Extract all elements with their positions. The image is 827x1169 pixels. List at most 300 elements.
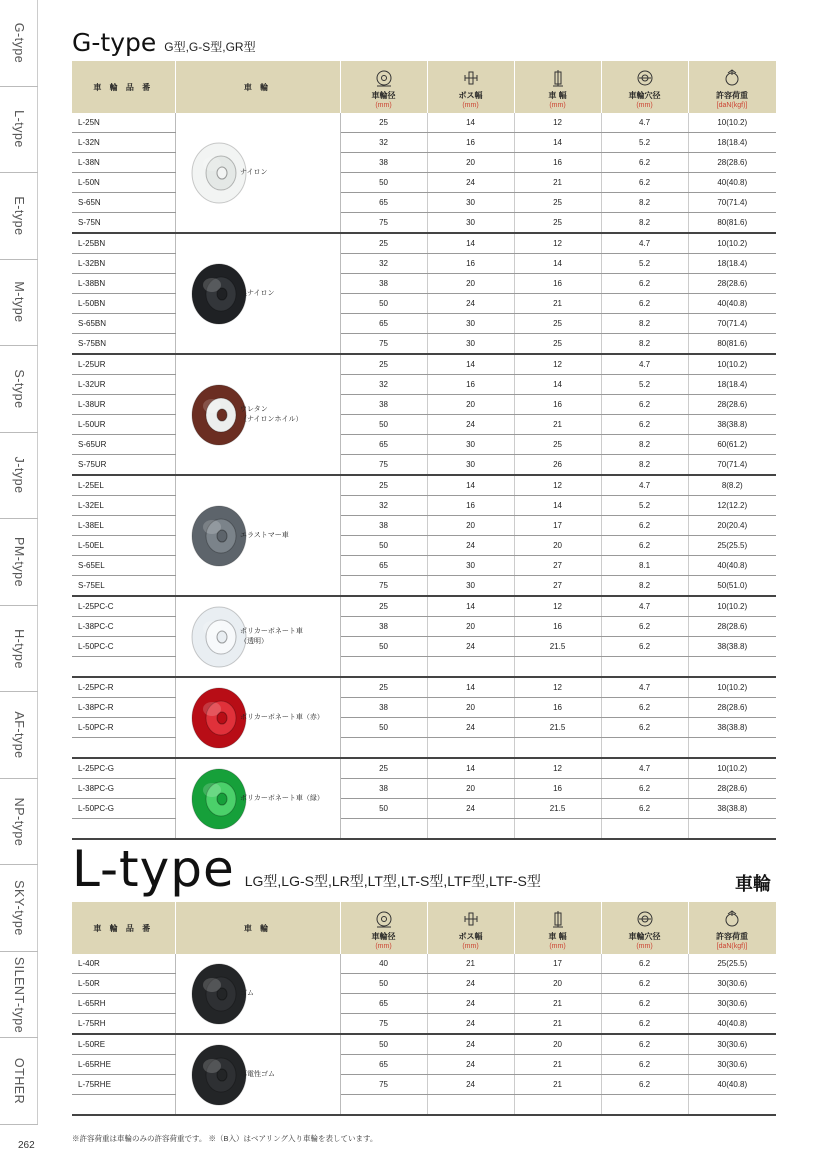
wheel-width-value: 20 [514,536,601,556]
table-row [72,233,776,254]
load-value: 10(10.2) [688,677,776,698]
boss-width-value: 20 [427,698,514,718]
product-code: L-25PC-G [72,758,175,779]
load-value [688,657,776,678]
nav-tab-np-type[interactable] [0,779,38,866]
boss-width-value: 14 [427,354,514,375]
diameter-value: 25 [340,113,427,133]
diameter-value: 75 [340,1075,427,1095]
product-code: L-25N [72,113,175,133]
nav-tab-g-type[interactable] [0,0,38,87]
wheel-width-value [514,819,601,840]
load-value: 28(28.6) [688,153,776,173]
boss-width-value: 30 [427,334,514,355]
load-value: 30(30.6) [688,994,776,1014]
diameter-value: 32 [340,375,427,395]
g-type-heading: G-type [72,28,157,57]
boss-width-value: 21 [427,954,514,974]
bore-value: 4.7 [601,233,688,254]
bore-column-label: 車輪穴径 [628,932,661,941]
boss-width-value: 30 [427,193,514,213]
diameter-value: 38 [340,516,427,536]
diameter-value: 40 [340,954,427,974]
boss-width-value: 20 [427,274,514,294]
width-column-label: 車 幅 [548,91,567,100]
product-code: L-32BN [72,254,175,274]
diameter-value [340,657,427,678]
load-value: 40(40.8) [688,294,776,314]
load-column-label: 許容荷重 [716,932,749,941]
diameter-value: 50 [340,173,427,193]
material-line: エラストマー車 [240,531,289,539]
page-number: 262 [18,1140,35,1151]
diameter-value [340,1095,427,1116]
bore-value: 4.7 [601,758,688,779]
product-code: L-50PC-R [72,718,175,738]
load-value: 18(18.4) [688,133,776,153]
diameter-value: 25 [340,677,427,698]
product-code: L-38PC-G [72,779,175,799]
boss-width-value: 24 [427,1055,514,1075]
material-line: ウレタン [240,405,268,413]
boss-width-value: 24 [427,799,514,819]
load-value: 38(38.8) [688,718,776,738]
product-code: S-65N [72,193,175,213]
nav-tab-af-type[interactable] [0,692,38,779]
boss-width-value: 14 [427,475,514,496]
boss-width-value: 14 [427,677,514,698]
boss-width-value: 30 [427,576,514,597]
bore-value: 6.2 [601,1034,688,1055]
diameter-value: 50 [340,974,427,994]
diameter-value: 38 [340,395,427,415]
nav-tab-sky-type[interactable] [0,865,38,952]
wheel-diameter-icon [341,910,427,929]
boss-width-value: 24 [427,637,514,657]
boss-width-value: 24 [427,1034,514,1055]
wheel-width-value: 16 [514,698,601,718]
header-row [72,902,776,954]
wheel-material [238,354,340,475]
nav-tab-j-type[interactable] [0,433,38,520]
product-code: L-50N [72,173,175,193]
l-type-section-title [72,840,541,898]
bore-value: 6.2 [601,718,688,738]
load-value: 12(12.2) [688,496,776,516]
diameter-column-header [340,61,427,113]
wheel-image [175,677,238,758]
bore-value: 6.2 [601,698,688,718]
diameter-value: 25 [340,354,427,375]
wheel-width-value: 14 [514,254,601,274]
product-code: L-25BN [72,233,175,254]
wheel-width-value: 16 [514,153,601,173]
diameter-value: 50 [340,799,427,819]
bore-value: 8.2 [601,435,688,455]
diameter-value: 65 [340,994,427,1014]
load-value: 10(10.2) [688,758,776,779]
wheel-width-value: 27 [514,556,601,576]
diameter-value: 75 [340,213,427,234]
table-row [72,475,776,496]
boss-width-value: 30 [427,455,514,476]
table-row [72,954,776,974]
header-row [72,61,776,113]
boss-width-value: 16 [427,254,514,274]
wheel-width-value: 21 [514,1075,601,1095]
boss-width-value: 20 [427,395,514,415]
bore-value: 5.2 [601,375,688,395]
wheel-column-header: 車 輪 [175,902,340,954]
wheel-width-value: 17 [514,516,601,536]
wheel-image [175,354,238,475]
bore-value: 5.2 [601,133,688,153]
bore-value: 4.7 [601,113,688,133]
material-line: ポリカーボネート車（赤） [240,713,324,721]
wheel-width-value: 21 [514,994,601,1014]
bore-diameter-icon [602,910,688,929]
product-code: L-50BN [72,294,175,314]
product-code: L-38PC-R [72,698,175,718]
load-column-unit: [daN(kgf)] [716,943,748,950]
wheel-width-value: 21 [514,1014,601,1035]
diameter-value: 65 [340,556,427,576]
side-navigation [0,0,38,1125]
wheel-material [238,677,340,758]
load-value [688,1095,776,1116]
boss-width-value: 24 [427,974,514,994]
bore-column-label: 車輪穴径 [628,91,661,100]
boss-width-icon [428,69,514,88]
bore-value: 6.2 [601,415,688,435]
bore-value: 6.2 [601,274,688,294]
diameter-value: 38 [340,153,427,173]
width-column-header [514,902,601,954]
width-column-unit: (mm) [549,943,566,950]
product-code [72,1095,175,1116]
wheel-width-value: 21 [514,294,601,314]
bore-value: 8.2 [601,213,688,234]
product-code: L-40R [72,954,175,974]
diameter-value: 65 [340,314,427,334]
bore-column-header [601,61,688,113]
bore-value: 6.2 [601,173,688,193]
diameter-value: 38 [340,698,427,718]
wheel-width-value: 16 [514,274,601,294]
load-value: 70(71.4) [688,314,776,334]
wheel-width-value: 12 [514,758,601,779]
diameter-value: 75 [340,455,427,476]
product-code: L-38UR [72,395,175,415]
diameter-value: 32 [340,254,427,274]
product-code [72,657,175,678]
bore-value: 5.2 [601,496,688,516]
boss-width-value: 14 [427,233,514,254]
bore-column-header [601,902,688,954]
boss-column-header [427,902,514,954]
boss-column-unit: (mm) [462,943,479,950]
nav-tab-pm-type[interactable] [0,519,38,606]
wheel-width-value: 21.5 [514,799,601,819]
nav-tab-label: OTHER [12,1058,26,1105]
wheel-image [175,113,238,233]
material-line: （ナイロンホイル） [240,415,303,423]
wheel-width-value: 14 [514,375,601,395]
load-value: 18(18.4) [688,375,776,395]
boss-width-value: 30 [427,556,514,576]
material-line: ポリカーボネート車 [240,627,303,635]
bore-value: 6.2 [601,153,688,173]
nav-tab-e-type[interactable] [0,173,38,260]
wheel-width-value: 21 [514,1055,601,1075]
product-code: L-50EL [72,536,175,556]
code-column-header: 車 輪 品 番 [72,902,175,954]
product-code: L-38N [72,153,175,173]
load-value: 40(40.8) [688,1075,776,1095]
wheel-width-value: 17 [514,954,601,974]
bore-value: 4.7 [601,677,688,698]
diameter-value: 50 [340,1034,427,1055]
wheel-width-value: 14 [514,133,601,153]
load-value: 50(51.0) [688,576,776,597]
table-row [72,354,776,375]
bore-value [601,819,688,840]
diameter-column-label: 車輪径 [371,932,396,941]
wheel-width-value: 25 [514,334,601,355]
wheel-image [175,1034,238,1115]
boss-width-value: 24 [427,536,514,556]
boss-width-value [427,819,514,840]
wheel-width-value: 25 [514,193,601,213]
product-code: S-75UR [72,455,175,476]
product-code: S-75EL [72,576,175,597]
bore-value: 6.2 [601,294,688,314]
bore-column-unit: (mm) [636,102,653,109]
load-icon [689,69,776,88]
material-line: ナイロン [240,168,268,176]
load-value: 40(40.8) [688,173,776,193]
wheel-width-value: 16 [514,395,601,415]
product-code: S-65BN [72,314,175,334]
diameter-column-label: 車輪径 [371,91,396,100]
bore-value: 6.2 [601,1014,688,1035]
load-value: 70(71.4) [688,455,776,476]
wheel-width-value: 12 [514,677,601,698]
diameter-value [340,738,427,759]
wheel-width-value: 16 [514,779,601,799]
diameter-value [340,819,427,840]
bore-value: 8.1 [601,556,688,576]
diameter-value: 50 [340,415,427,435]
l-table-header [72,902,776,954]
g-type-spec-table [72,61,777,840]
load-value: 38(38.8) [688,637,776,657]
diameter-value: 38 [340,274,427,294]
boss-width-value: 20 [427,516,514,536]
diameter-value: 75 [340,1014,427,1035]
material-line: 黒ナイロン [240,289,275,297]
g-type-subheading: G型,G-S型,GR型 [164,40,256,54]
wheel-width-value: 21 [514,173,601,193]
boss-width-value: 24 [427,415,514,435]
diameter-value: 25 [340,596,427,617]
load-value: 80(81.6) [688,334,776,355]
bore-value [601,738,688,759]
bore-value: 6.2 [601,1075,688,1095]
boss-width-value: 16 [427,375,514,395]
boss-column-unit: (mm) [462,102,479,109]
diameter-value: 65 [340,1055,427,1075]
nav-tab-s-type[interactable] [0,346,38,433]
l-type-spec-table [72,902,777,1116]
diameter-value: 32 [340,133,427,153]
load-value: 28(28.6) [688,779,776,799]
bore-value: 6.2 [601,799,688,819]
material-line: 導電性ゴム [240,1070,275,1078]
nav-tab-label: J-type [12,456,26,494]
bore-value: 4.7 [601,475,688,496]
product-code: S-65EL [72,556,175,576]
wheel-width-icon [515,69,601,88]
width-column-unit: (mm) [549,102,566,109]
boss-width-value: 24 [427,718,514,738]
wheel-width-value: 25 [514,213,601,234]
boss-width-icon [428,910,514,929]
diameter-value: 38 [340,617,427,637]
product-code: S-75N [72,213,175,234]
wheel-width-value: 12 [514,596,601,617]
load-value: 10(10.2) [688,233,776,254]
nav-tab-label: E-type [12,196,26,236]
boss-width-value: 20 [427,617,514,637]
l-table-body [72,954,776,1115]
boss-width-value: 20 [427,153,514,173]
diameter-value: 32 [340,496,427,516]
diameter-value: 25 [340,475,427,496]
nav-tab-h-type[interactable] [0,606,38,693]
table-row [72,113,776,133]
wheel-image [175,758,238,839]
bore-value: 6.2 [601,516,688,536]
load-value: 40(40.8) [688,1014,776,1035]
product-code: L-25EL [72,475,175,496]
wheel-image [175,596,238,677]
diameter-value: 25 [340,758,427,779]
diameter-value: 38 [340,779,427,799]
wheel-width-value: 12 [514,113,601,133]
footnote: ※許容荷重は車輪のみの許容荷重です。 ※（B入）はベアリング入り車輪を表しています。 [72,1134,378,1143]
bore-value: 6.2 [601,1055,688,1075]
wheel-image [175,233,238,354]
wheel-width-value: 27 [514,576,601,597]
wheel-width-value [514,1095,601,1116]
wheel-material [238,954,340,1034]
wheel-width-icon [515,910,601,929]
wheel-image [175,475,238,596]
load-icon [689,910,776,929]
wheel-width-value: 25 [514,435,601,455]
wheel-width-value: 25 [514,314,601,334]
wheel-width-value: 21.5 [514,637,601,657]
nav-tab-label: PM-type [12,536,26,588]
diameter-value: 65 [340,435,427,455]
code-column-header: 車 輪 品 番 [72,61,175,113]
nav-tab-l-type[interactable] [0,87,38,174]
boss-width-value [427,657,514,678]
product-code: L-32EL [72,496,175,516]
table-row [72,1034,776,1055]
boss-width-value: 30 [427,213,514,234]
diameter-value: 50 [340,637,427,657]
nav-tab-label: S-type [12,369,26,409]
wheel-width-value: 12 [514,475,601,496]
load-value: 8(8.2) [688,475,776,496]
diameter-value: 65 [340,193,427,213]
boss-width-value: 30 [427,435,514,455]
bore-diameter-icon [602,69,688,88]
product-code: L-65RHE [72,1055,175,1075]
product-code: L-75RH [72,1014,175,1035]
nav-tab-label: SILENT-type [12,956,26,1033]
wheel-material [238,113,340,233]
product-code [72,738,175,759]
product-code: L-65RH [72,994,175,1014]
load-value: 40(40.8) [688,556,776,576]
load-value: 30(30.6) [688,1055,776,1075]
load-value: 10(10.2) [688,354,776,375]
load-column-header [688,902,776,954]
load-value [688,738,776,759]
table-row [72,677,776,698]
bore-column-unit: (mm) [636,943,653,950]
wheel-width-value: 21.5 [514,718,601,738]
wheel-width-value: 14 [514,496,601,516]
material-line: （透明） [240,637,268,645]
load-value: 80(81.6) [688,213,776,234]
bore-value: 8.2 [601,576,688,597]
boss-width-value: 24 [427,294,514,314]
load-column-header [688,61,776,113]
l-type-subheading: LG型,LG-S型,LR型,LT型,LT-S型,LTF型,LTF-S型 [244,873,541,889]
product-code: S-65UR [72,435,175,455]
bore-value: 6.2 [601,994,688,1014]
boss-width-value: 24 [427,994,514,1014]
diameter-value: 25 [340,233,427,254]
wheel-material [238,475,340,596]
load-value: 20(20.4) [688,516,776,536]
nav-tab-label: H-type [12,628,26,669]
wheel-width-value: 12 [514,233,601,254]
wheel-width-value: 21 [514,415,601,435]
nav-tab-label: M-type [12,281,26,323]
bore-value [601,1095,688,1116]
boss-width-value: 14 [427,113,514,133]
nav-tab-other[interactable] [0,1038,38,1125]
boss-width-value: 14 [427,758,514,779]
bore-value [601,657,688,678]
boss-width-value: 16 [427,496,514,516]
nav-tab-silent-type[interactable] [0,952,38,1039]
nav-tab-label: SKY-type [12,880,26,936]
width-column-header [514,61,601,113]
product-code: L-38BN [72,274,175,294]
diameter-column-unit: (mm) [375,943,392,950]
boss-width-value [427,738,514,759]
wheel-column-header: 車 輪 [175,61,340,113]
bore-value: 5.2 [601,254,688,274]
nav-tab-m-type[interactable] [0,260,38,347]
category-label: 車輪 [735,874,771,894]
